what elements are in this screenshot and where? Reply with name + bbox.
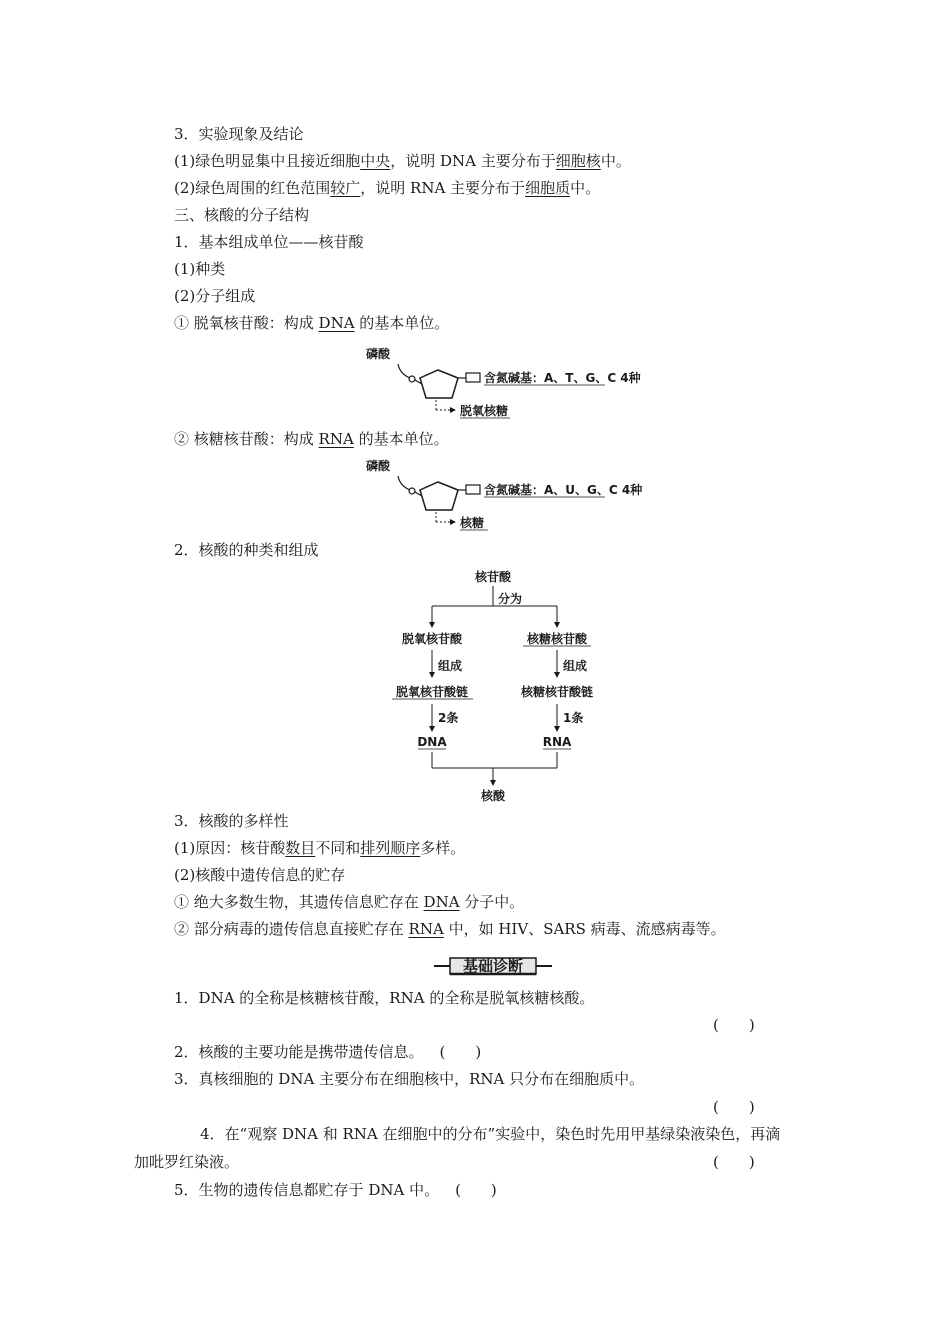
conclusion-dna bbox=[174, 151, 631, 171]
answer-underline: 较广 bbox=[330, 179, 361, 197]
text: ② 核糖核苷酸：构成 bbox=[174, 430, 319, 448]
storage-heading: (2)核酸中遗传信息的贮存 bbox=[174, 866, 346, 884]
question-3: 3．真核细胞的 DNA 主要分布在细胞核中，RNA 只分布在细胞质中。 bbox=[174, 1070, 645, 1088]
storage-rna bbox=[174, 919, 726, 939]
text: 5．生物的遗传信息都贮存于 DNA 中。 bbox=[174, 1181, 440, 1199]
diversity-reason bbox=[174, 838, 465, 858]
tree-left-2: 脱氧核苷酸链 bbox=[395, 685, 469, 699]
base-box-icon bbox=[466, 373, 480, 382]
phosphate-label: 磷酸 bbox=[366, 459, 391, 473]
text: ，说明 RNA 主要分布于 bbox=[360, 179, 526, 197]
tree-left-3: DNA bbox=[417, 735, 447, 749]
text: (2)绿色周围的红色范围 bbox=[174, 179, 331, 197]
answer-underline: 排列顺序 bbox=[360, 839, 421, 857]
answer-underline: RNA bbox=[318, 430, 354, 448]
text: (1)原因：核苷酸 bbox=[174, 839, 286, 857]
tree-right-3: RNA bbox=[542, 735, 572, 749]
answer-underline: RNA bbox=[408, 920, 444, 938]
conclusion-rna bbox=[174, 178, 600, 198]
answer-underline: 细胞质 bbox=[525, 179, 571, 197]
diagnosis-title: 基础诊断 bbox=[462, 957, 523, 975]
section-heading-experiment: 3．实验现象及结论 bbox=[174, 125, 304, 143]
section-heading-structure: 三、核酸的分子结构 bbox=[174, 206, 310, 224]
text: 的基本单位。 bbox=[353, 430, 449, 448]
text: 中。 bbox=[600, 152, 631, 170]
phosphate-label: 磷酸 bbox=[366, 347, 391, 361]
base-box-icon bbox=[466, 485, 480, 494]
base-label: 含氮碱基：A、T、G、C 4种 bbox=[484, 371, 641, 385]
tree-left-1: 脱氧核苷酸 bbox=[401, 632, 463, 646]
text: ① 脱氧核苷酸：构成 bbox=[174, 314, 319, 332]
text: ，说明 DNA 主要分布于 bbox=[390, 152, 556, 170]
question-1: 1．DNA 的全称是核糖核苷酸，RNA 的全称是脱氧核糖核酸。 bbox=[174, 989, 595, 1007]
diagnosis-banner bbox=[432, 955, 554, 977]
answer-blank-5[interactable]: ( ) bbox=[455, 1181, 497, 1199]
text: 中。 bbox=[570, 179, 601, 197]
sugar-pentagon-icon bbox=[420, 370, 458, 398]
sugar-label: 脱氧核糖 bbox=[460, 404, 509, 418]
ribonucleotide-line bbox=[174, 429, 449, 449]
answer-blank-2[interactable]: ( ) bbox=[439, 1043, 482, 1061]
answer-underline: DNA bbox=[318, 314, 355, 332]
text: (1)绿色明显集中且接近细胞 bbox=[174, 152, 361, 170]
tree-right-1: 核糖核苷酸 bbox=[526, 632, 588, 646]
item-composition: (2)分子组成 bbox=[174, 287, 256, 305]
answer-underline: DNA bbox=[423, 893, 460, 911]
question-4-line-1: 4．在“观察 DNA 和 RNA 在细胞中的分布”实验中，染色时先用甲基绿染液染色，再滴 bbox=[200, 1125, 781, 1143]
item-kinds: (1)种类 bbox=[174, 260, 226, 278]
sugar-pentagon-icon bbox=[420, 482, 458, 510]
tree-bottom: 核酸 bbox=[480, 789, 506, 803]
sugar-label: 核糖 bbox=[460, 516, 485, 530]
text: 不同和 bbox=[315, 839, 361, 857]
text: 的基本单位。 bbox=[354, 314, 450, 332]
tree-compose-right: 组成 bbox=[563, 659, 588, 673]
ribonucleotide-diagram bbox=[360, 456, 660, 536]
text: 中，如 HIV、SARS 病毒、流感病毒等。 bbox=[443, 920, 726, 938]
subheading-unit: 1．基本组成单位——核苷酸 bbox=[174, 233, 364, 251]
text: ① 绝大多数生物，其遗传信息贮存在 bbox=[174, 893, 424, 911]
answer-blank-4[interactable]: ( ) bbox=[713, 1153, 755, 1171]
subheading-types: 2．核酸的种类和组成 bbox=[174, 541, 319, 559]
base-label: 含氮碱基：A、U、G、C 4种 bbox=[484, 483, 643, 497]
answer-underline: 细胞核 bbox=[555, 152, 601, 170]
tree-compose-left: 组成 bbox=[438, 659, 463, 673]
text: ② 部分病毒的遗传信息直接贮存在 bbox=[174, 920, 409, 938]
answer-blank-3[interactable]: ( ) bbox=[713, 1098, 755, 1116]
tree-count-left: 2条 bbox=[438, 711, 459, 725]
deoxynucleotide-diagram bbox=[360, 344, 660, 424]
text: 分子中。 bbox=[459, 893, 525, 911]
answer-underline: 数目 bbox=[285, 839, 316, 857]
answer-underline: 中央 bbox=[360, 152, 391, 170]
nucleic-acid-tree-diagram bbox=[380, 562, 620, 808]
deoxynucleotide-line bbox=[174, 313, 449, 333]
tree-split: 分为 bbox=[498, 592, 523, 606]
tree-count-right: 1条 bbox=[563, 711, 584, 725]
tree-top: 核苷酸 bbox=[474, 570, 512, 584]
question-4-line-2: 加吡罗红染液。 bbox=[134, 1153, 240, 1171]
question-2 bbox=[174, 1042, 481, 1062]
answer-blank-1[interactable]: ( ) bbox=[713, 1016, 755, 1034]
text: 多样。 bbox=[420, 839, 466, 857]
storage-dna bbox=[174, 892, 524, 912]
tree-right-2: 核糖核苷酸链 bbox=[520, 685, 594, 699]
text: 2．核酸的主要功能是携带遗传信息。 bbox=[174, 1043, 424, 1061]
question-5 bbox=[174, 1180, 497, 1200]
subheading-diversity: 3．核酸的多样性 bbox=[174, 812, 289, 830]
